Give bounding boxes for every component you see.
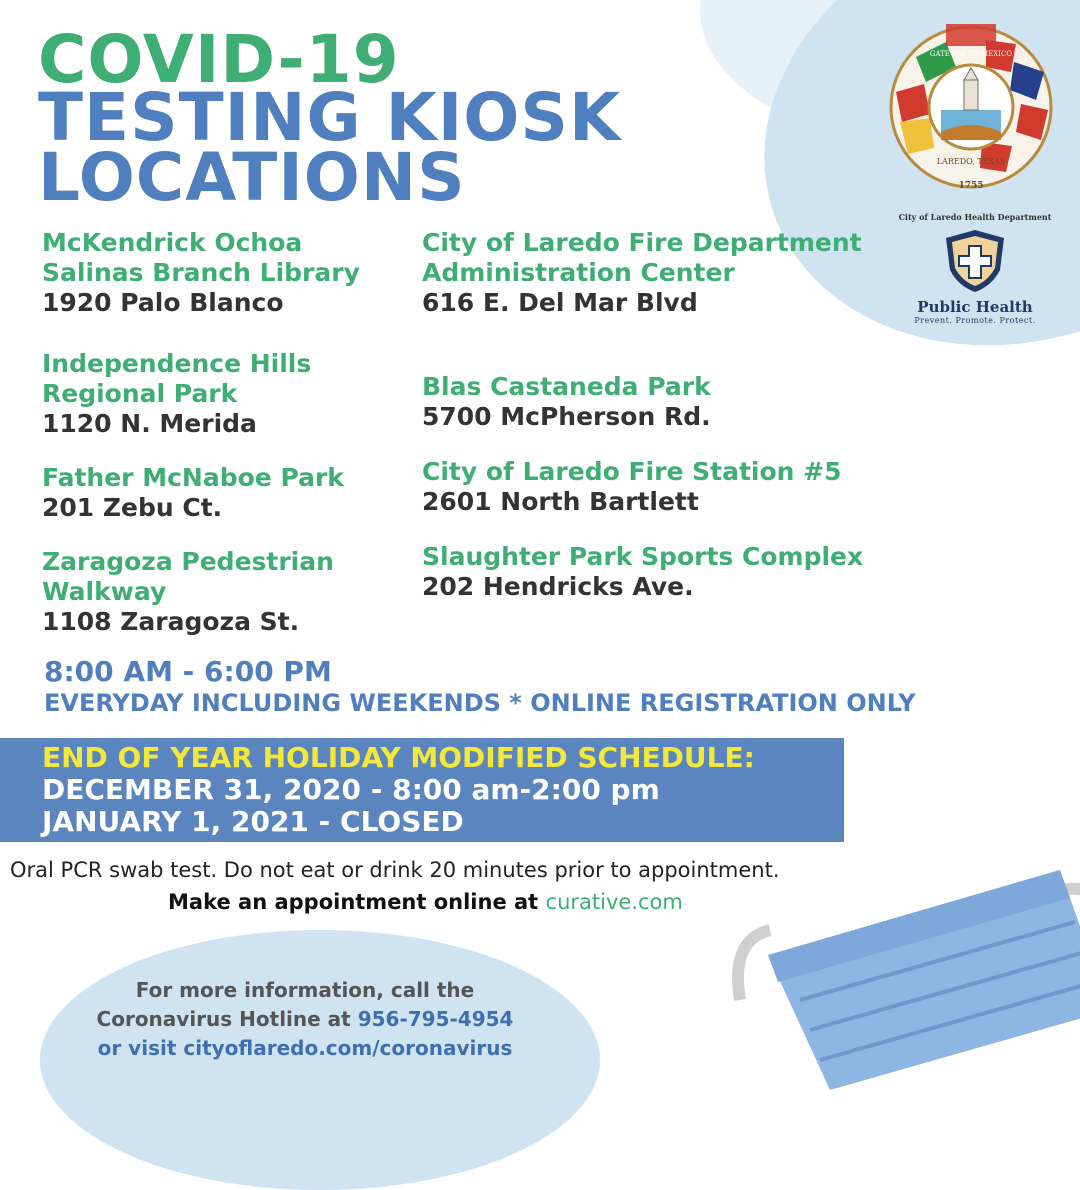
- holiday-line-2: JANUARY 1, 2021 - CLOSED: [42, 805, 464, 838]
- location-name: City of Laredo Fire Department Administration Center: [422, 228, 862, 287]
- face-mask-icon: [730, 860, 1080, 1090]
- public-health-shield-icon: [940, 228, 1010, 294]
- location-item: [42, 349, 342, 439]
- location-item: [42, 547, 372, 637]
- hotline-phone[interactable]: 956-795-4954: [357, 1007, 514, 1031]
- location-name: Zaragoza Pedestrian Walkway: [42, 547, 334, 606]
- holiday-schedule-banner: [0, 738, 844, 842]
- department-name: City of Laredo Health Department: [898, 212, 1052, 222]
- hours-days: EVERYDAY INCLUDING WEEKENDS * ONLINE REGISTRATION ONLY: [44, 689, 916, 717]
- more-info-block: [70, 976, 540, 1063]
- info-hotline-label: Coronavirus Hotline at: [96, 1007, 351, 1031]
- location-address: 1108 Zaragoza St.: [42, 607, 300, 636]
- location-address: 1120 N. Merida: [42, 409, 257, 438]
- public-health-title: Public Health: [917, 298, 1033, 316]
- seal-top-text: GATEWAY TO MEXICO: [929, 50, 1013, 58]
- location-name: Blas Castaneda Park: [422, 372, 711, 401]
- curative-link[interactable]: curative.com: [545, 890, 683, 914]
- location-name: Father McNaboe Park: [42, 463, 344, 492]
- info-website[interactable]: or visit cityoflaredo.com/coronavirus: [97, 1036, 513, 1060]
- public-health-tagline: Prevent. Promote. Protect.: [914, 316, 1036, 325]
- location-item: [42, 228, 392, 318]
- title-line-3: LOCATIONS: [38, 139, 466, 216]
- location-address: 2601 North Bartlett: [422, 487, 699, 516]
- location-address: 1920 Palo Blanco: [42, 288, 284, 317]
- location-address: 616 E. Del Mar Blvd: [422, 288, 698, 317]
- hours-time: 8:00 AM - 6:00 PM: [44, 655, 332, 688]
- location-address: 5700 McPherson Rd.: [422, 402, 711, 431]
- title-line-2: TESTING KIOSK: [38, 79, 622, 156]
- location-name: Independence Hills Regional Park: [42, 349, 312, 408]
- public-health-logo: [900, 298, 1050, 325]
- location-name: Slaughter Park Sports Complex: [422, 542, 864, 571]
- title-line-1: COVID-19: [38, 21, 400, 98]
- seal-bottom-text: LAREDO, TEXAS: [936, 157, 1006, 166]
- holiday-line-1: DECEMBER 31, 2020 - 8:00 am-2:00 pm: [42, 773, 660, 806]
- location-item: [422, 228, 862, 318]
- seal-year: 1755: [958, 181, 984, 191]
- location-address: 201 Zebu Ct.: [42, 493, 223, 522]
- appointment-text: [168, 890, 683, 914]
- hours-block: [44, 656, 916, 718]
- location-name: McKendrick Ochoa Salinas Branch Library: [42, 228, 360, 287]
- city-seal-icon: [886, 22, 1056, 192]
- location-item: [422, 542, 902, 602]
- location-item: [422, 372, 882, 432]
- location-item: [42, 463, 402, 523]
- info-line-2: [70, 1005, 540, 1034]
- appointment-prefix: Make an appointment online at: [168, 890, 539, 914]
- test-info-text: Oral PCR swab test. Do not eat or drink 20 minutes prior to appointment.: [10, 858, 780, 882]
- location-name: City of Laredo Fire Station #5: [422, 457, 842, 486]
- holiday-heading: END OF YEAR HOLIDAY MODIFIED SCHEDULE:: [42, 741, 755, 774]
- location-address: 202 Hendricks Ave.: [422, 572, 694, 601]
- location-item: [422, 457, 892, 517]
- info-line-1: For more information, call the: [135, 978, 475, 1002]
